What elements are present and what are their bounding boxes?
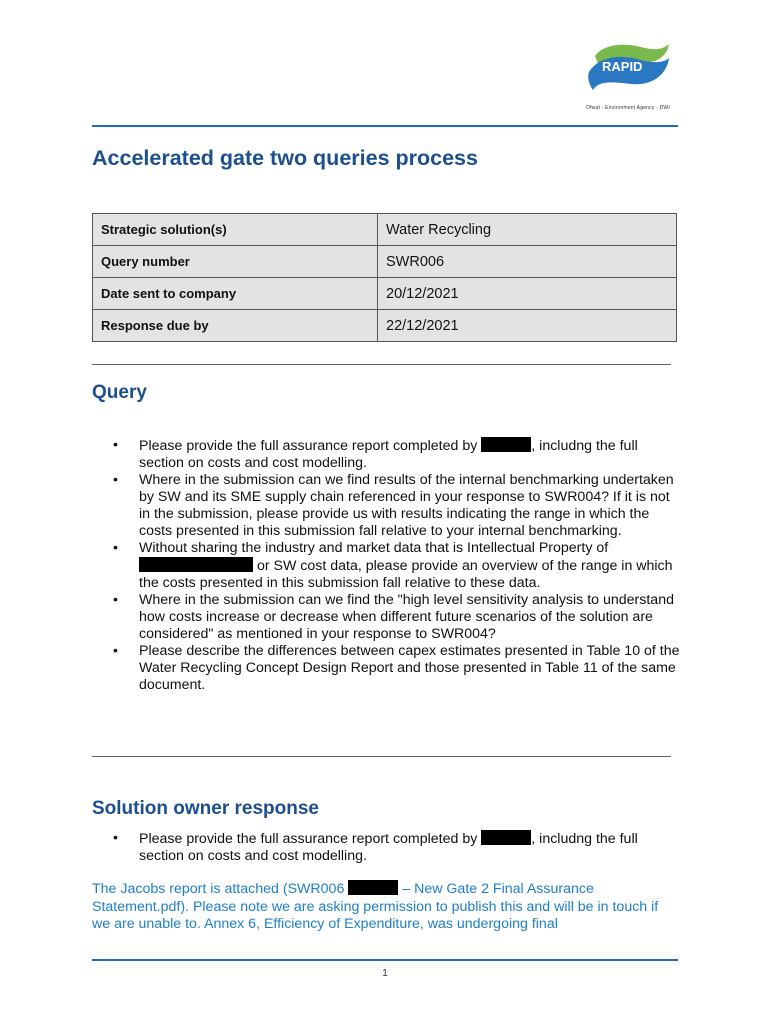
row-value: SWR006 [378, 246, 677, 278]
item-text: Please describe the differences between capex estimates presented in Table 10 of the Water Recycling Concept Design Report and those presented in Table 11 of the same document. [139, 643, 680, 693]
section-divider [92, 364, 671, 365]
response-answer [92, 880, 672, 934]
header-rule [92, 125, 678, 127]
answer-text: – New Gate 2 Final Assurance Statement.pdf). Please note we are asking permission to publish this and will be in touch if we are unable to. Annex 6, Efficiency of Expenditure, was undergoing final [92, 881, 659, 932]
bullet-icon: • [113, 472, 118, 488]
response-heading: Solution owner response [92, 798, 319, 819]
table-row [93, 246, 677, 278]
list-item [92, 437, 682, 472]
item-text: , includng the full section on costs and cost modelling. [139, 831, 638, 864]
table-row [93, 278, 677, 310]
redaction-box [348, 880, 398, 895]
item-text: Without sharing the industry and market data that is Intellectual Property of [139, 540, 609, 556]
footer-rule [92, 959, 678, 961]
bullet-icon: • [113, 643, 118, 659]
row-label: Response due by [93, 310, 378, 342]
svg-text:RAPID: RAPID [602, 59, 643, 74]
redaction-box [481, 830, 531, 845]
item-text: Where in the submission can we find results of the internal benchmarking undertaken by SW and its SME supply chain referenced in your response to SWR004? If it is not in the submission, please provide us with results indicating the range in which the costs presented in this submission fall relative to your internal benchmarking. [139, 472, 674, 539]
query-details-table [92, 213, 677, 342]
bullet-icon: • [113, 437, 118, 453]
row-value: Water Recycling [378, 214, 677, 246]
row-label: Query number [93, 246, 378, 278]
answer-text: The Jacobs report is attached (SWR006 [92, 881, 349, 897]
row-value: 22/12/2021 [378, 310, 677, 342]
response-list [92, 830, 682, 865]
query-heading: Query [92, 382, 147, 403]
query-list [92, 437, 682, 694]
section-divider [92, 756, 671, 757]
row-label: Strategic solution(s) [93, 214, 378, 246]
row-label: Date sent to company [93, 278, 378, 310]
list-item [92, 592, 682, 643]
bullet-icon: • [113, 830, 118, 846]
partner-logos: Ofwat · Environment Agency · DWI [586, 105, 670, 111]
row-value: 20/12/2021 [378, 278, 677, 310]
list-item [92, 643, 682, 694]
item-text: , includng the full section on costs and cost modelling. [139, 438, 638, 471]
bullet-icon: • [113, 592, 118, 608]
page-number: 1 [382, 968, 388, 979]
bullet-icon: • [113, 540, 118, 556]
list-item [92, 540, 682, 592]
list-item [92, 830, 682, 865]
table-row [93, 310, 677, 342]
item-text: Please provide the full assurance report completed by [139, 831, 478, 847]
page-title: Accelerated gate two queries process [92, 146, 478, 170]
redaction-box [481, 437, 531, 452]
item-text: Where in the submission can we find the "high level sensitivity analysis to understand how costs increase or decrease when different future scenarios of the solution are considered" as mentioned in your response to SWR004? [139, 592, 674, 642]
redaction-box [139, 557, 253, 572]
list-item [92, 472, 682, 540]
table-row [93, 214, 677, 246]
item-text: or SW cost data, please provide an overview of the range in which the costs presented in this submission fall relative to these data. [139, 558, 673, 591]
item-text: Please provide the full assurance report completed by [139, 438, 478, 454]
